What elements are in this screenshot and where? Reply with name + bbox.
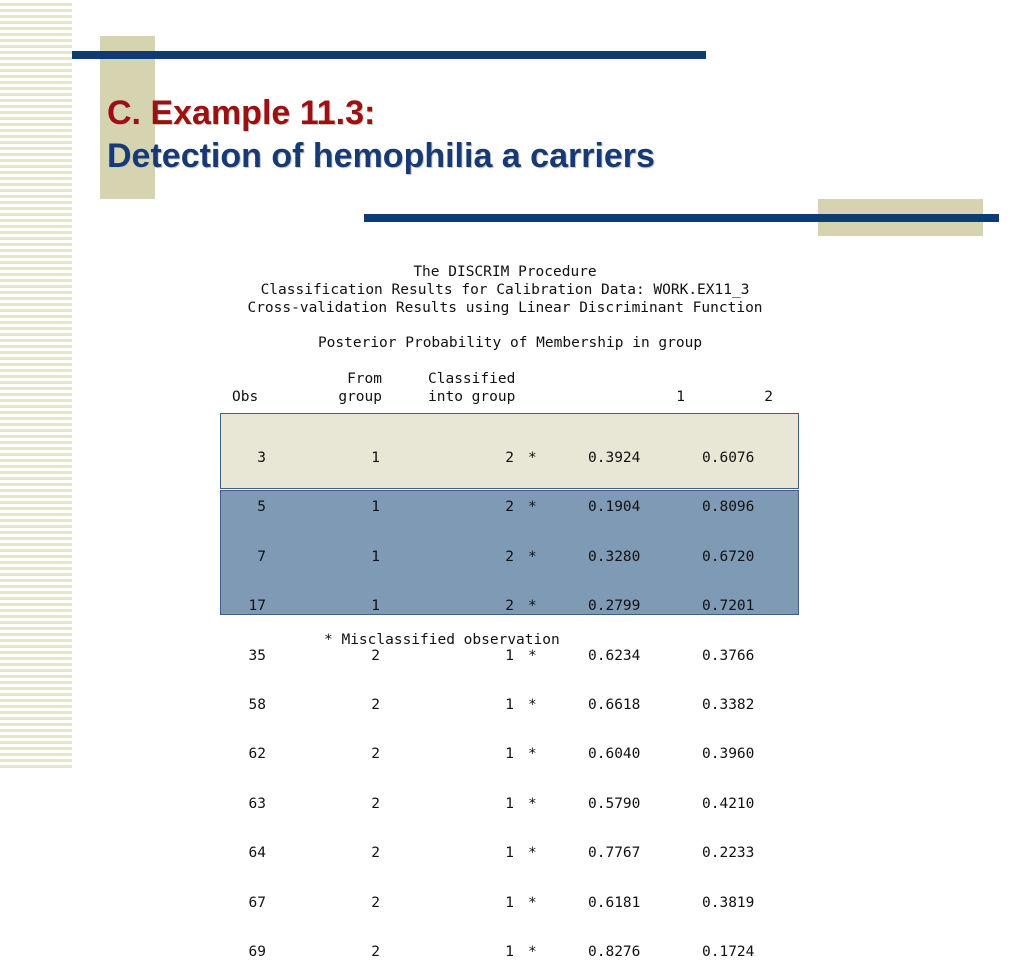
cell-prob-1: 0.6618: [588, 696, 641, 713]
cell-from-group: 1: [371, 499, 380, 516]
cell-prob-1: 0.3924: [588, 450, 641, 466]
cell-into-group: 2: [505, 450, 514, 466]
cell-prob-1: 0.6234: [588, 647, 641, 664]
cell-obs: 17: [248, 598, 266, 615]
cell-misclassified-flag: *: [528, 499, 537, 516]
cell-misclassified-flag: *: [528, 943, 537, 960]
cell-into-group: 1: [505, 746, 514, 763]
table-row: [220, 598, 799, 615]
cell-prob-2: 0.6076: [702, 450, 755, 466]
cell-prob-2: 0.4210: [702, 795, 755, 812]
cell-obs: 35: [248, 647, 266, 664]
cell-misclassified-flag: *: [528, 894, 537, 911]
cell-misclassified-flag: *: [528, 845, 537, 862]
cell-prob-2: 0.7201: [702, 598, 755, 615]
cell-obs: 64: [248, 845, 266, 862]
cell-into-group: 2: [505, 548, 514, 565]
table-row: [220, 746, 799, 763]
header-obs: Obs: [232, 389, 259, 405]
slide-title-line2: Detection of hemophilia a carriers: [107, 137, 655, 175]
cell-prob-1: 0.5790: [588, 795, 641, 812]
cell-prob-1: 0.7767: [588, 845, 641, 862]
cell-prob-1: 0.6040: [588, 746, 641, 763]
procedure-title: The DISCRIM Procedure: [413, 264, 597, 280]
cell-from-group: 2: [371, 746, 380, 763]
cell-prob-2: 0.3766: [702, 647, 755, 664]
cell-into-group: 1: [505, 894, 514, 911]
table-row: [220, 549, 799, 566]
cell-obs: 5: [257, 499, 266, 516]
cell-misclassified-flag: *: [528, 450, 537, 466]
cell-prob-2: 0.1724: [702, 943, 755, 960]
cell-from-group: 2: [371, 943, 380, 960]
accent-line-top: [72, 51, 706, 59]
cell-prob-2: 0.8096: [702, 499, 755, 516]
table-row: [220, 450, 799, 467]
cell-from-group: 2: [371, 845, 380, 862]
cell-misclassified-flag: *: [528, 696, 537, 713]
output-subtitle-2: Cross-validation Results using Linear Discriminant Function: [247, 300, 763, 316]
header-prob-group-1: 1: [676, 389, 685, 405]
slide-title-line1: C. Example 11.3:: [107, 94, 376, 132]
cell-prob-1: 0.1904: [588, 499, 641, 516]
header-prob-group-2: 2: [764, 389, 773, 405]
cell-into-group: 1: [505, 696, 514, 713]
table-row: [220, 944, 799, 961]
header-from-line2: group: [338, 389, 382, 405]
header-into-line1: Classified: [428, 371, 516, 387]
cell-obs: 63: [248, 795, 266, 812]
header-from-line1: From: [347, 371, 382, 387]
cell-into-group: 1: [505, 795, 514, 812]
cell-misclassified-flag: *: [528, 746, 537, 763]
results-table: [220, 418, 799, 977]
cell-prob-1: 0.3280: [588, 548, 641, 565]
cell-obs: 3: [257, 450, 266, 466]
cell-misclassified-flag: *: [528, 598, 537, 615]
slide-title: [107, 92, 655, 178]
cell-from-group: 2: [371, 696, 380, 713]
header-into-line2: into group: [428, 389, 516, 405]
left-stripe-decoration: [0, 0, 72, 768]
cell-prob-2: 0.3819: [702, 894, 755, 911]
cell-misclassified-flag: *: [528, 548, 537, 565]
cell-from-group: 1: [371, 548, 380, 565]
cell-prob-2: 0.2233: [702, 845, 755, 862]
cell-into-group: 1: [505, 943, 514, 960]
cell-obs: 62: [248, 746, 266, 763]
cell-into-group: 1: [505, 845, 514, 862]
cell-prob-1: 0.8276: [588, 943, 641, 960]
cell-prob-1: 0.6181: [588, 894, 641, 911]
cell-misclassified-flag: *: [528, 647, 537, 664]
cell-prob-2: 0.6720: [702, 548, 755, 565]
cell-obs: 58: [248, 696, 266, 713]
cell-into-group: 2: [505, 499, 514, 516]
cell-into-group: 1: [505, 647, 514, 664]
section-heading: Posterior Probability of Membership in group: [317, 335, 703, 351]
table-row: [220, 697, 799, 714]
cell-from-group: 2: [371, 795, 380, 812]
cell-misclassified-flag: *: [528, 795, 537, 812]
cell-from-group: 2: [371, 647, 380, 664]
accent-line-bottom: [364, 214, 999, 222]
footnote-misclassified: * Misclassified observation: [324, 632, 560, 648]
cell-obs: 69: [248, 943, 266, 960]
cell-obs: 67: [248, 894, 266, 911]
cell-obs: 7: [257, 548, 266, 565]
table-row: [220, 845, 799, 862]
cell-prob-2: 0.3382: [702, 696, 755, 713]
cell-from-group: 1: [371, 450, 380, 466]
cell-prob-2: 0.3960: [702, 746, 755, 763]
cell-from-group: 1: [371, 598, 380, 615]
table-row: [220, 895, 799, 912]
table-row: [220, 499, 799, 516]
cell-from-group: 2: [371, 894, 380, 911]
table-row: [220, 796, 799, 813]
cell-prob-1: 0.2799: [588, 598, 641, 615]
cell-into-group: 2: [505, 598, 514, 615]
output-subtitle-1: Classification Results for Calibration Data: WORK.EX11_3: [260, 282, 750, 298]
table-row: [220, 648, 799, 665]
